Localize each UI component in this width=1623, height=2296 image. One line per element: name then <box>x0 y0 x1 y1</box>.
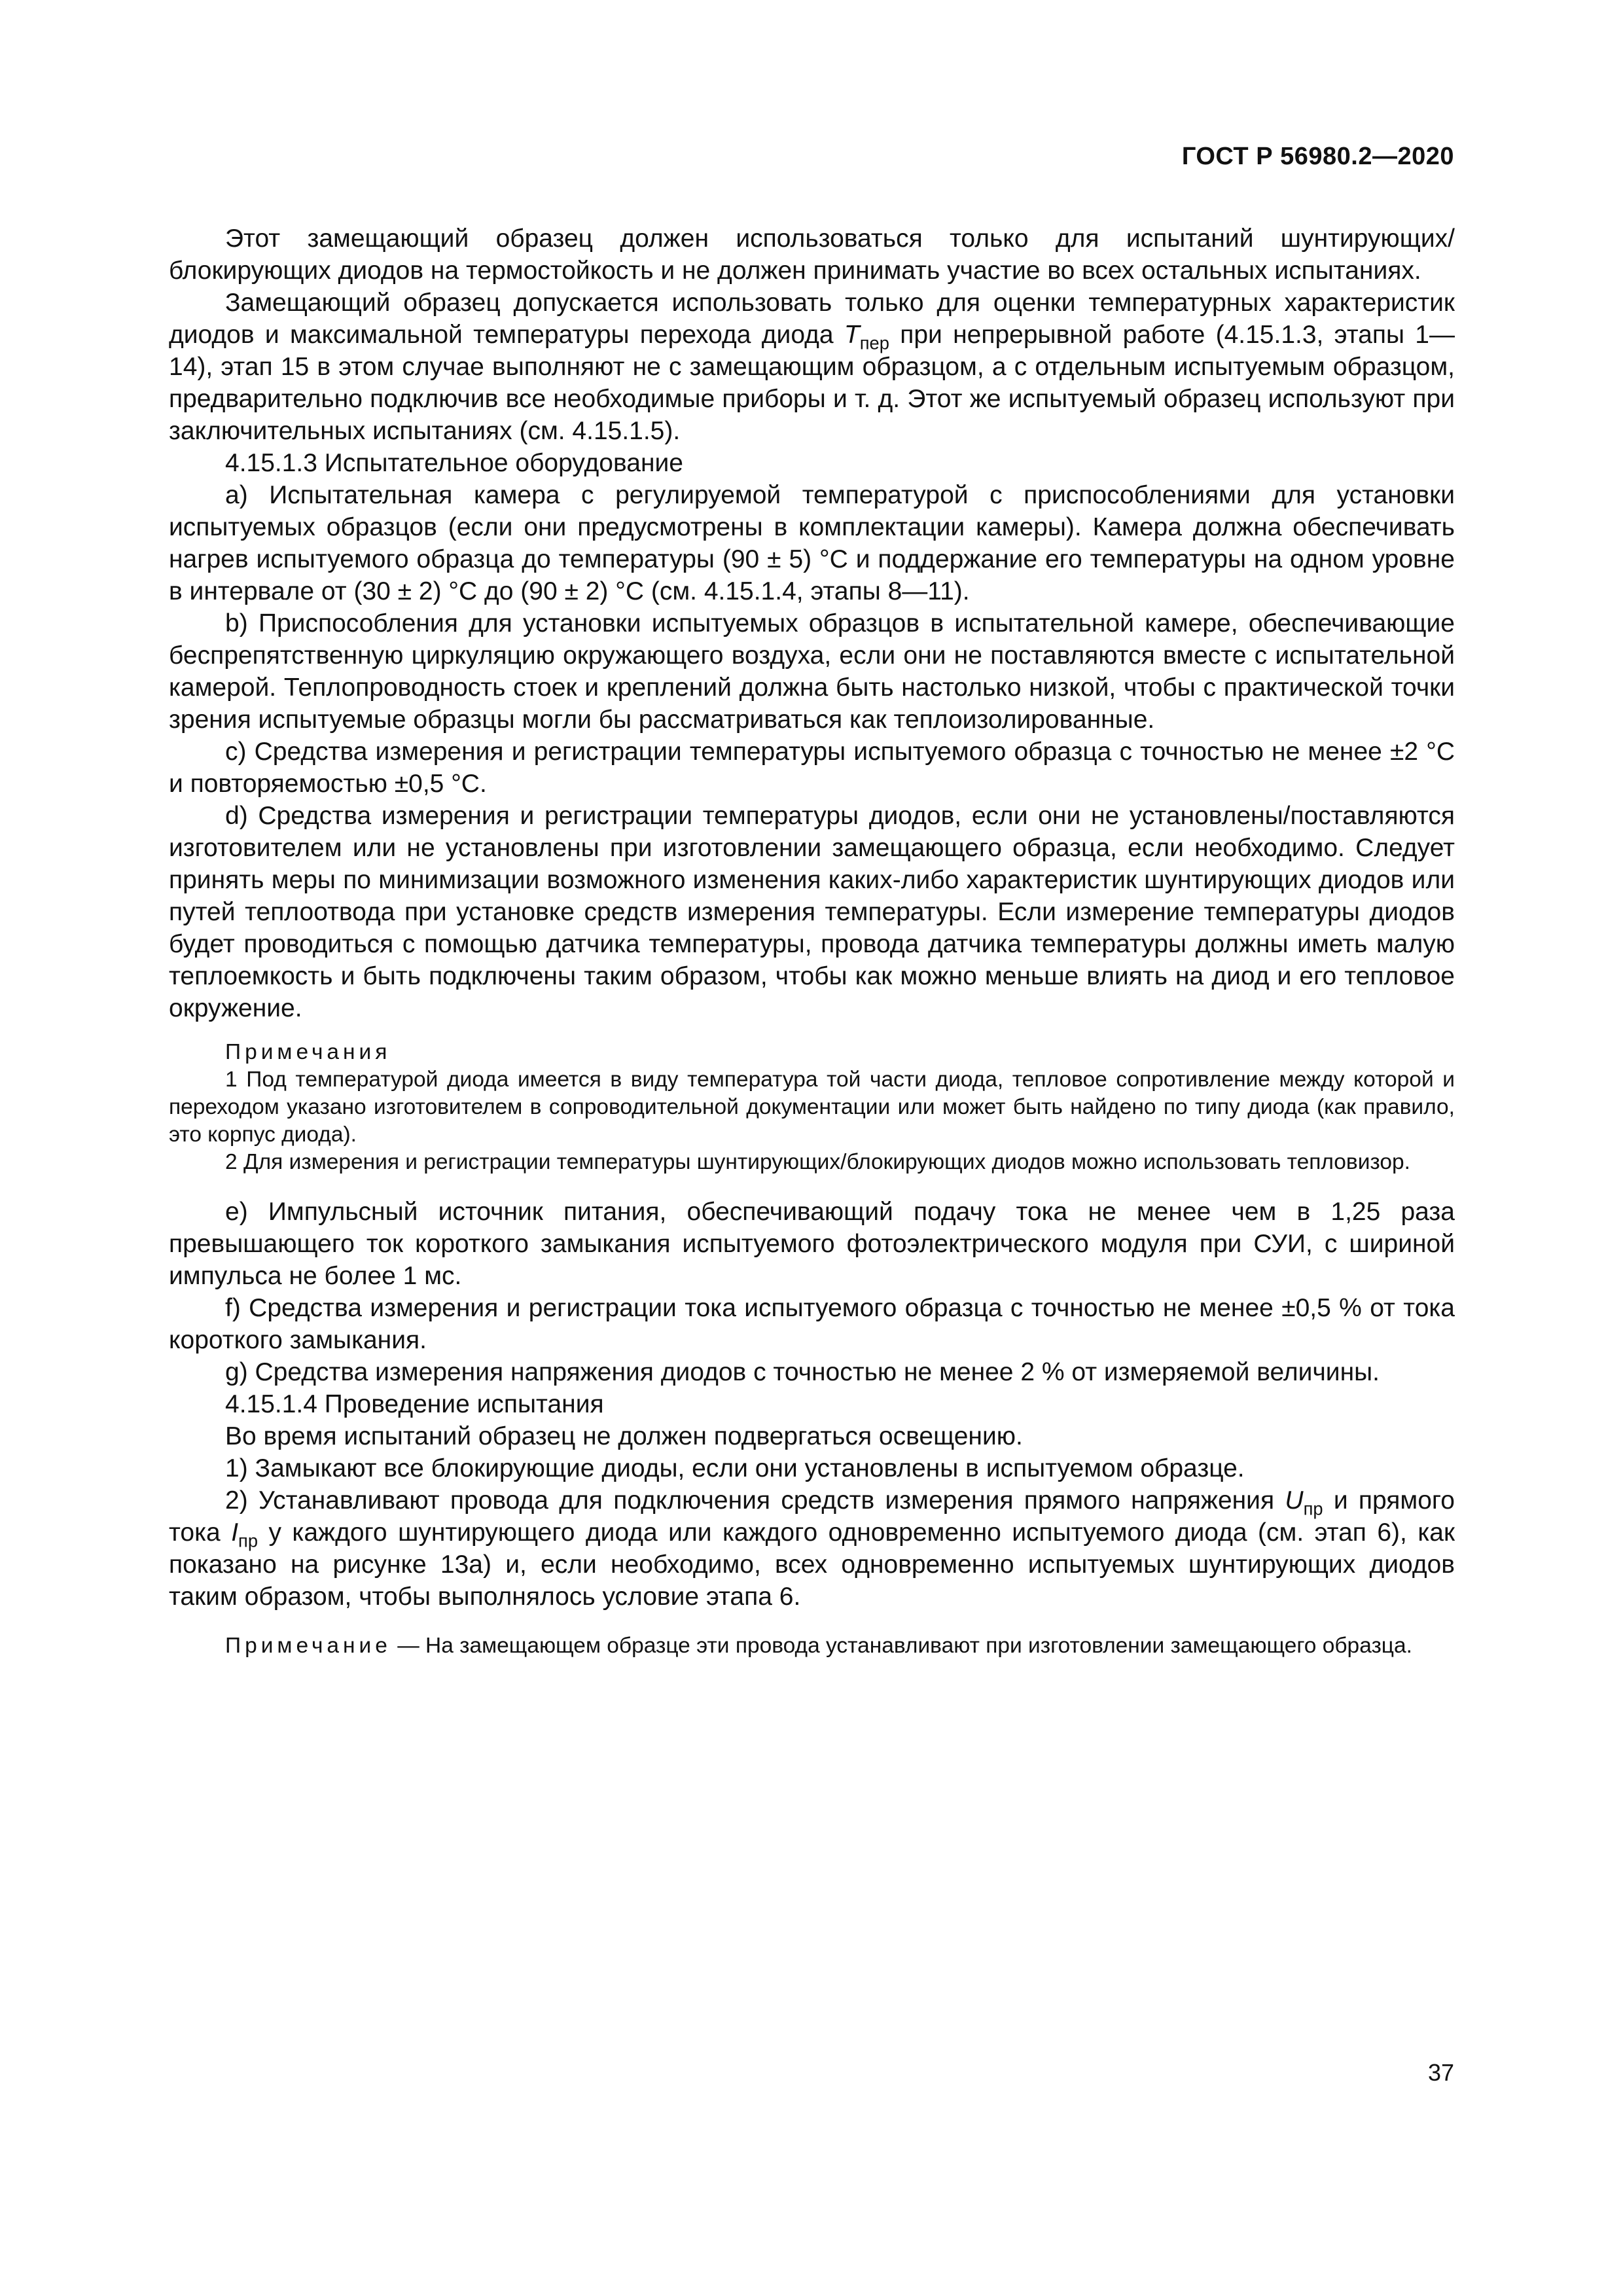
notes-heading: Примечания <box>225 1040 391 1064</box>
symbol-t: T <box>844 321 860 349</box>
section-heading: 4.15.1.3 Испытательное оборудование <box>225 449 683 477</box>
final-note-label: Примечание <box>225 1634 391 1658</box>
page-number: 37 <box>1427 2059 1454 2086</box>
symbol-u: U <box>1285 1486 1304 1515</box>
symbol-i: I <box>231 1518 239 1547</box>
list-item-a: a) Испытательная камера с регулируемой температурой с приспособлениями для установки испытуемых образцов (если они предусмотрены в комплектации камеры). Камера должна обеспечивать нагрев испытуемого образца до температуры (90 ± 5) °С и поддержание его температуры на одном уровне в интервале от (30 ± 2) °С до (90 ± 2) °С (см. 4.15.1.4, этапы 8—11). <box>169 481 1455 605</box>
note-item: 1 Под температурой диода имеется в виду температура той части диода, тепловое сопротивление между которой и переходом указано изготовителем в сопроводительной документации или может быть найдено по типу диода (как правило, это корпус диода). <box>169 1067 1455 1147</box>
paragraph <box>169 287 1455 447</box>
note-item: 2 Для измерения и регистрации температуры шунтирующих/блокирующих диодов можно использовать тепловизор. <box>225 1150 1410 1174</box>
step-2 <box>169 1484 1455 1613</box>
list-item-g: g) Средства измерения напряжения диодов с точностью не менее 2 % от измеряемой величины. <box>225 1358 1380 1386</box>
notes-block <box>169 1039 1455 1176</box>
list-item-d: d) Средства измерения и регистрации температуры диодов, если они не установлены/поставляются изготовителем или не установлены при изготовлении замещающего образца, если необходимо. Следует принять меры по минимизации возможного изменения каких-либо характеристик шунтирующих диодов или путей теплоотвода при установке средств измерения температуры. Если измерение температуры диодов будет проводиться с помощью датчика температуры, провода датчика температуры должны иметь малую теплоемкость и быть подключены таким образом, чтобы как можно меньше влиять на диод и его тепловое окружение. <box>169 802 1455 1022</box>
list-item-e: e) Импульсный источник питания, обеспечивающий подачу тока не менее чем в 1,25 раза превышающего ток короткого замыкания испытуемого фотоэлектрического модуля при СУИ, с шириной импульса не более 1 мс. <box>169 1198 1455 1290</box>
list-item-f: f) Средства измерения и регистрации тока испытуемого образца с точностью не менее ±0,5 % от тока короткого замыкания. <box>169 1294 1455 1354</box>
document-code-header: ГОСТ Р 56980.2—2020 <box>1181 143 1454 170</box>
final-note <box>169 1632 1455 1660</box>
paragraph-text: и прямого тока <box>169 1486 1455 1547</box>
symbol-subscript: пр <box>238 1530 258 1551</box>
spacer <box>169 1613 1455 1632</box>
document-body <box>169 223 1455 1660</box>
paragraph-text: Замещающий образец допускается использовать только для оценки температурных характеристик диодов и максимальной температуры перехода диода <box>169 289 1455 349</box>
list-item-b: b) Приспособления для установки испытуемых образцов в испытательной камере, обеспечивающие беспрепятственную циркуляцию окружающего воздуха, если они не поставляются вместе с испытательной камерой. Теплопроводность стоек и креплений должна быть настолько низкой, чтобы с практической точки зрения испытуемые образцы могли бы рассматриваться как теплоизолированные. <box>169 609 1455 734</box>
paragraph-text: 2) Устанавливают провода для подключения средств измерения прямого напряжения <box>225 1486 1285 1515</box>
step-1: 1) Замыкают все блокирующие диоды, если они установлены в испытуемом образце. <box>225 1454 1245 1482</box>
symbol-subscript: пр <box>1303 1498 1323 1519</box>
symbol-subscript: пер <box>859 332 889 353</box>
paragraph-text: у каждого шунтирующего диода или каждого одновременно испытуемого диода (см. этап 6), как показано на рисунке 13а) и, если необходимо, всех одновременно испытуемых шунтирующих диодов таким образом, чтобы выполнялось условие этапа 6. <box>169 1518 1455 1611</box>
paragraph: Во время испытаний образец не должен подвергаться освещению. <box>225 1422 1023 1450</box>
paragraph: Этот замещающий образец должен использоваться только для испытаний шунтирующих/блокирующих диодов на термостойкость и не должен принимать участие во всех остальных испытаниях. <box>169 224 1455 285</box>
final-note-text: — На замещающем образце эти провода устанавливают при изготовлении замещающего образца. <box>391 1634 1412 1658</box>
spacer <box>169 1176 1455 1196</box>
list-item-c: c) Средства измерения и регистрации температуры испытуемого образца с точностью не менее ±2 °С и повторяемостью ±0,5 °С. <box>169 738 1455 798</box>
section-heading: 4.15.1.4 Проведение испытания <box>225 1390 604 1418</box>
paragraph-text: при непрерывной работе (4.15.1.3, этапы 1—14), этап 15 в этом случае выполняют не с замещающим образцом, а с отдельным испытуемым образцом, предварительно подключив все необходимые приборы и т. д. Этот же испытуемый образец используют при заключительных испытаниях (см. 4.15.1.5). <box>169 321 1455 445</box>
